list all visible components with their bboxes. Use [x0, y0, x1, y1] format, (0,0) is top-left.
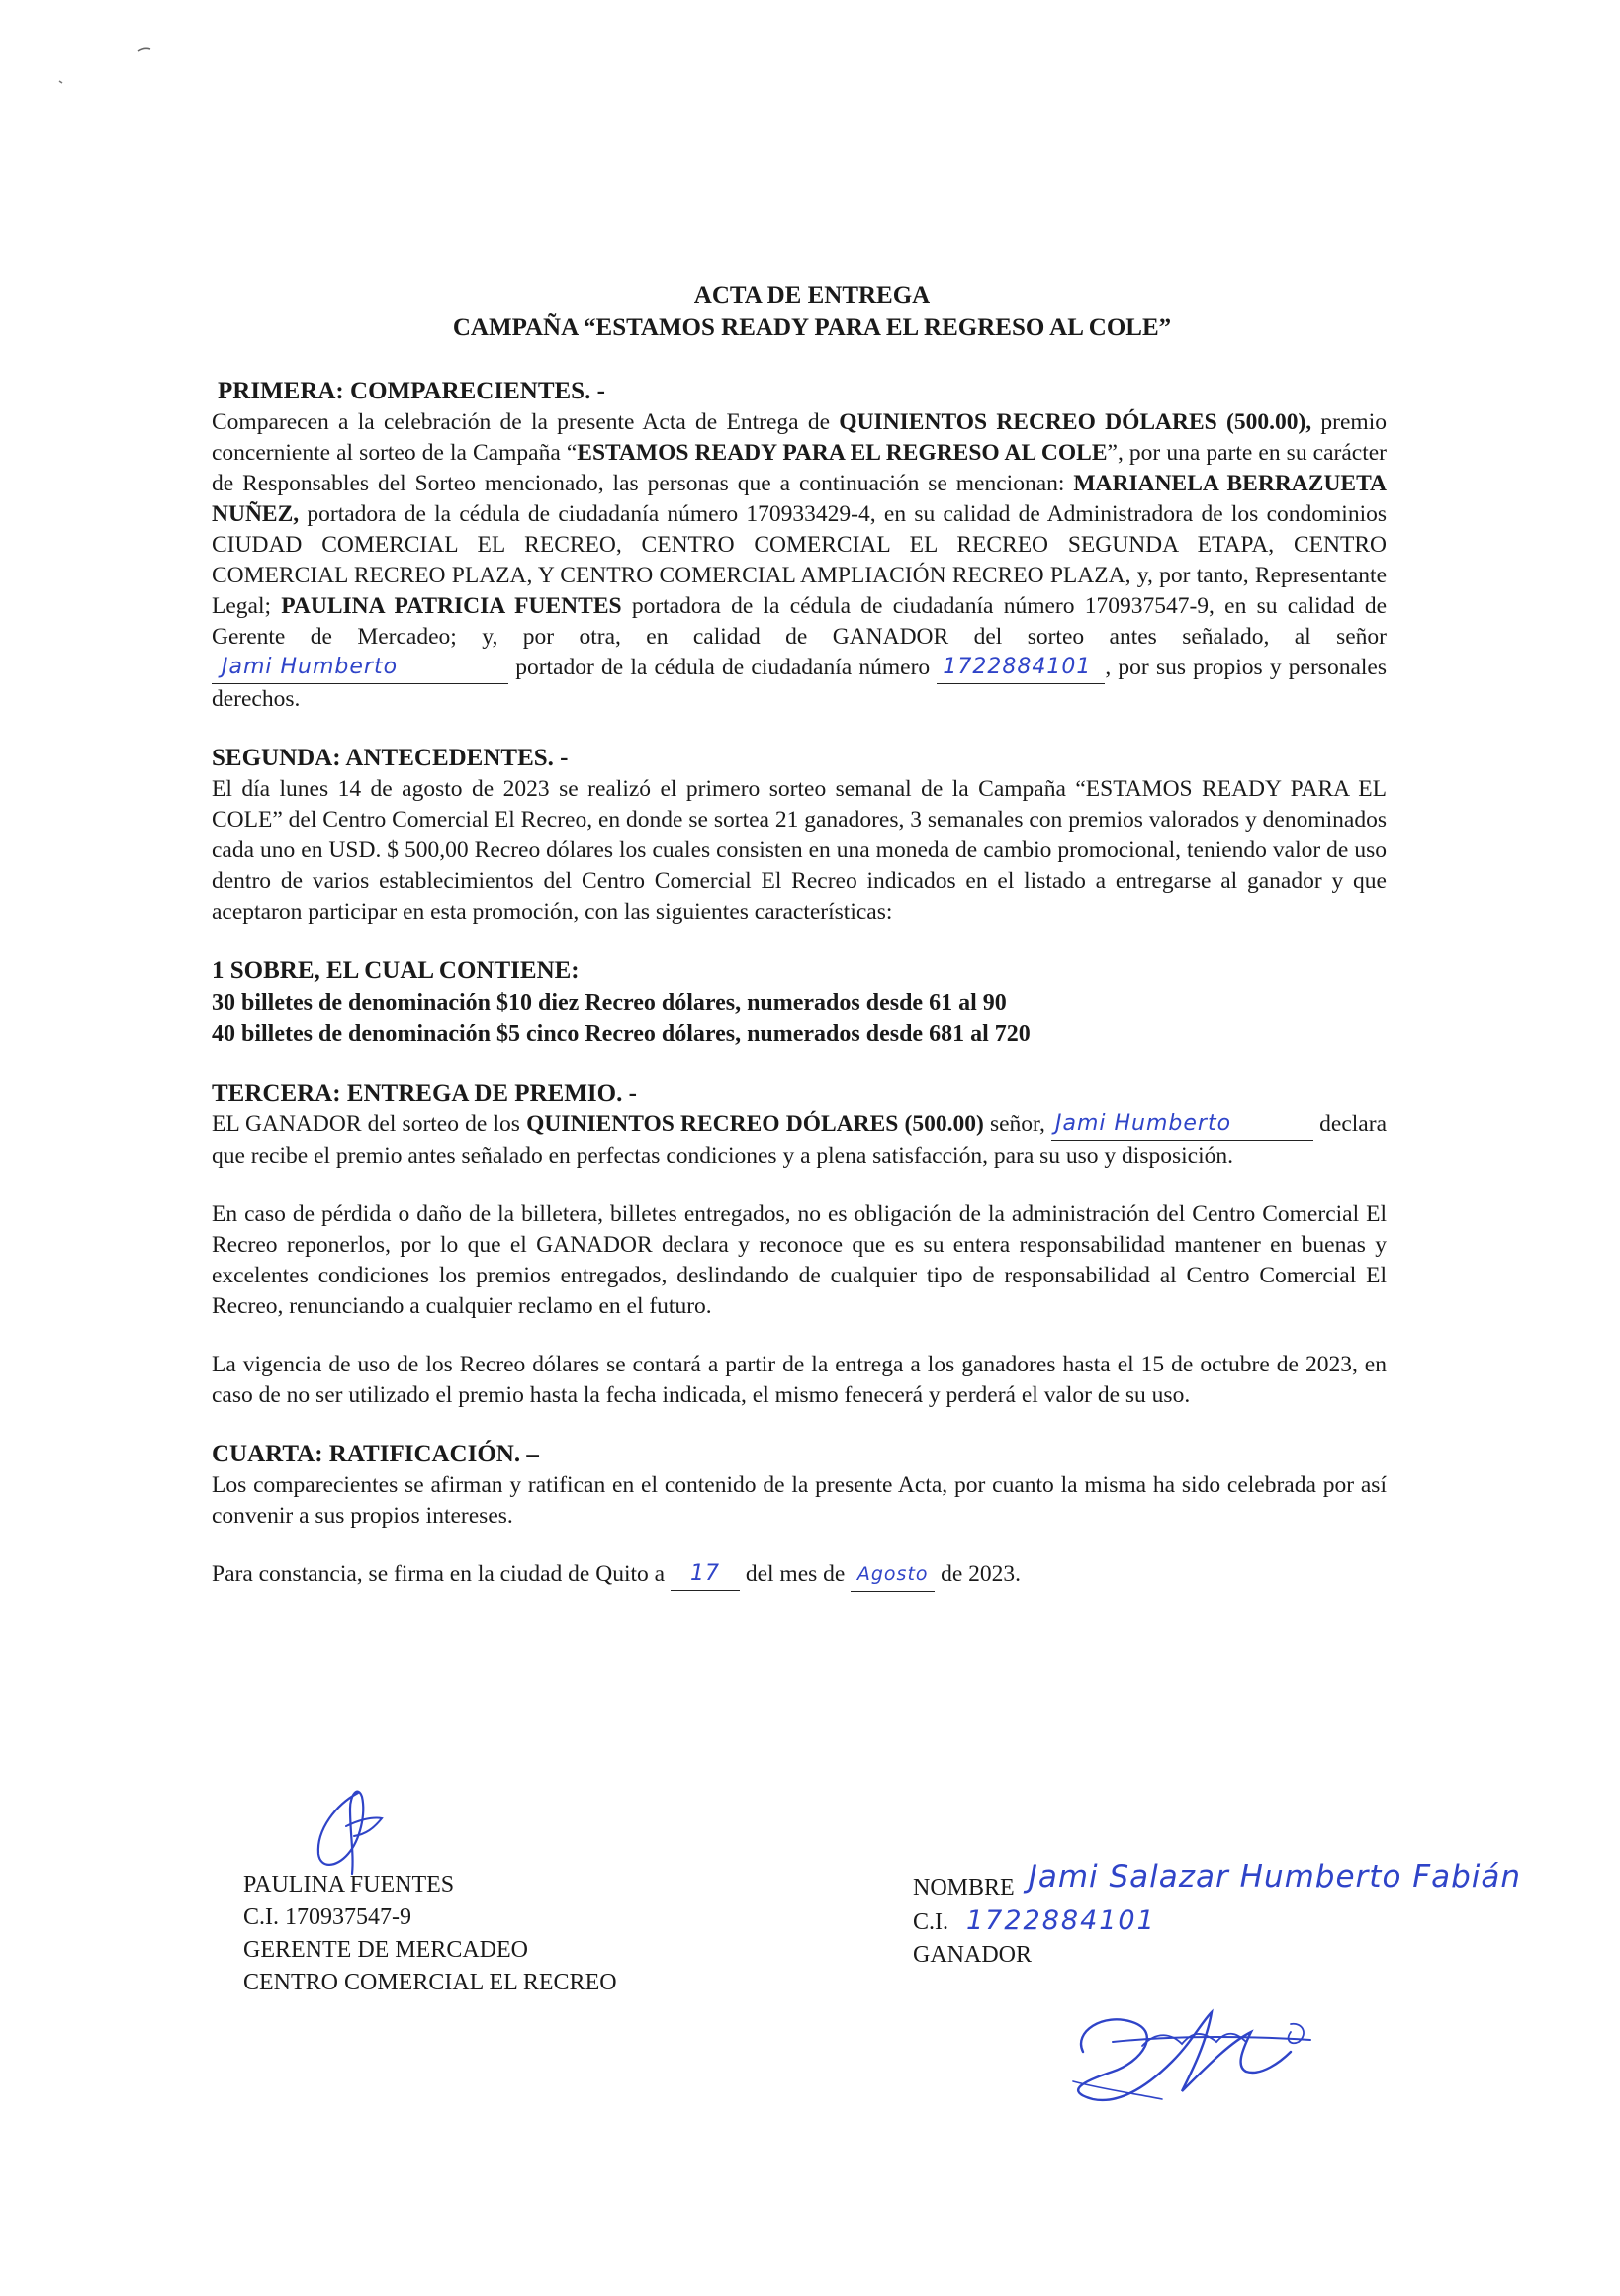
sobre-line-5: 40 billetes de denominación $5 cinco Recreo dólares, numerados desde 681 al 720 [212, 1021, 1031, 1047]
month-handwritten: Agosto [856, 1563, 929, 1585]
constancia-line: Para constancia, se firma en la ciudad de Quito a 17 del mes de Agosto de 2023. [212, 1559, 1387, 1592]
signatory-left-role: GERENTE DE MERCADEO [243, 1937, 528, 1963]
day-handwritten: 17 [689, 1561, 720, 1586]
winner-name-blank-2 [1051, 1109, 1313, 1141]
signatory-right [913, 1859, 1522, 1972]
signatory-left [243, 1869, 617, 1999]
winner-name-blank [212, 653, 508, 684]
signatory-right-name-row [913, 1859, 1522, 1904]
cuarta-heading: CUARTA: RATIFICACIÓN. – [212, 1441, 539, 1467]
day-blank [671, 1559, 740, 1591]
document-body [212, 279, 1387, 1592]
winner-name-handwritten-2: Jami Humberto [1055, 1111, 1232, 1136]
ci-label: C.I. [913, 1909, 948, 1935]
signature-paulina-fuentes [297, 1775, 405, 1884]
winner-id-blank [937, 653, 1105, 684]
signatory-right-role: GANADOR [913, 1942, 1032, 1968]
document-title [237, 279, 1387, 344]
segunda-heading: SEGUNDA: ANTECEDENTES. - [212, 745, 569, 771]
winner-id-handwritten: 1722884101 [943, 655, 1092, 679]
sobre-line-10: 30 billetes de denominación $10 diez Recreo dólares, numerados desde 61 al 90 [212, 990, 1007, 1016]
name-label: NOMBRE [913, 1875, 1015, 1900]
tercera-paragraph-2: En caso de pérdida o daño de la billetera, billetes entregados, no es obligación de la administración del Centro Comercial El Recreo reponerlos, por lo que el GANADOR declara y reconoce que es su entera responsabilidad mantener en buenas y excelentes condiciones los premios entregados, deslindando de cualquier tipo de responsabilidad al Centro Comercial El Recreo, renunciando a cualquier reclamo en el futuro. [212, 1201, 1387, 1319]
signatory-left-name: PAULINA FUENTES [243, 1872, 455, 1898]
signatory-left-company: CENTRO COMERCIAL EL RECREO [243, 1970, 617, 1995]
signatory-left-ci: C.I. 170937547-9 [243, 1904, 411, 1930]
cuarta-paragraph: Los comparecientes se afirman y ratifican en el contenido de la presente Acta, por cuanto la misma ha sido celebrada por así convenir a sus propios intereses. [212, 1472, 1387, 1529]
scan-marks [0, 0, 198, 119]
signature-winner [1043, 1983, 1330, 2111]
tercera-heading: TERCERA: ENTREGA DE PREMIO. - [212, 1080, 637, 1106]
tercera-paragraph-3: La vigencia de uso de los Recreo dólares se contará a partir de la entrega a los ganadores hasta el 15 de octubre de 2023, en caso de no ser utilizado el premio hasta la fecha indicada, el mismo fenecerá y perderá el valor de su uso. [212, 1352, 1387, 1408]
primera-heading: PRIMERA: COMPARECIENTES. - [218, 378, 605, 404]
title-line-1: ACTA DE ENTREGA [693, 282, 931, 309]
winner-name-handwritten: Jami Humberto [222, 655, 399, 679]
signatory-right-ci-row [913, 1904, 1521, 1939]
title-line-2: CAMPAÑA “ESTAMOS READY PARA EL REGRESO AL COLE” [452, 314, 1172, 341]
primera-paragraph: Comparecen a la celebración de la presente Acta de Entrega de QUINIENTOS RECREO DÓLARES (500.00), premio concerniente al sorteo de la Campaña “ESTAMOS READY PARA EL REGRESO AL COLE”, por una parte en su carácter de Responsables del Sorteo mencionado, las personas que a continuación se mencionan: MARIANELA BERRAZUETA NUÑEZ, portadora de la cédula de ciudadanía número 170933429-4, en su calidad de Administradora de los condominios CIUDAD COMERCIAL EL RECREO, CENTRO COMERCIAL EL RECREO SEGUNDA ETAPA, CENTRO COMERCIAL RECREO PLAZA, Y CENTRO COMERCIAL AMPLIACIÓN RECREO PLAZA, y, por tanto, Representante Legal; PAULINA PATRICIA FUENTES portadora de la cédula de ciudadanía número 170937547-9, en su calidad de Gerente de Mercadeo; y, por otra, en calidad de GANADOR del sorteo antes señalado, al señor Jami Humberto portador de la cédula de ciudadanía número 1722884101 , por sus propios y personales derechos. [212, 409, 1387, 712]
winner-full-name-handwritten: Jami Salazar Humberto Fabián [1028, 1859, 1522, 1895]
segunda-paragraph: El día lunes 14 de agosto de 2023 se realizó el primero sorteo semanal de la Campaña “ESTAMOS READY PARA EL COLE” del Centro Comercial El Recreo, en donde se sortea 21 ganadores, 3 semanales con premios valorados y denominados cada uno en USD. $ 500,00 Recreo dólares los cuales consisten en una moneda de cambio promocional, teniendo valor de uso dentro de varios establecimientos del Centro Comercial El Recreo indicados en el listado a entregarse al ganador y que aceptaron participar en esta promoción, con las siguientes características: [212, 776, 1387, 925]
sobre-heading: 1 SOBRE, EL CUAL CONTIENE: [212, 957, 580, 984]
tercera-paragraph-1: EL GANADOR del sorteo de los QUINIENTOS RECREO DÓLARES (500.00) señor, Jami Humberto declara que recibe el premio antes señalado en perfectas condiciones y a plena satisfacción, para su uso y disposición. [212, 1111, 1387, 1169]
month-blank [851, 1559, 935, 1592]
winner-ci-handwritten: 1722884101 [966, 1905, 1156, 1936]
